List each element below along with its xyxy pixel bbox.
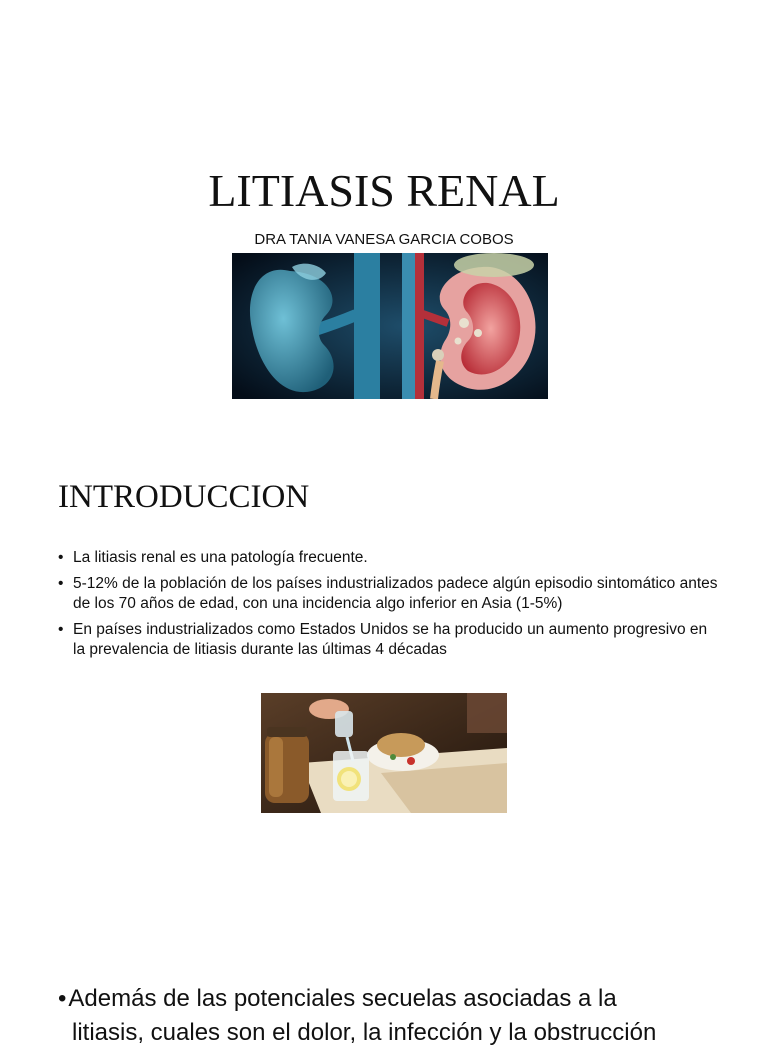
section-heading: INTRODUCCION [58,479,310,515]
bullet-dot: • [58,621,64,638]
bullet-text: La litiasis renal es una patología frecuente. [73,549,368,566]
bullet-list [58,548,718,666]
bullet-text-line2: litiasis, cuales son el dolor, la infección y la obstrucción [72,1019,657,1046]
bullet-dot: • [58,549,64,566]
bullet-dot: • [58,985,67,1012]
list-item [58,620,718,660]
kidney-image [232,253,548,399]
list-item [58,548,718,568]
bullet-text-line1: Además de las potenciales secuelas asociadas a la [68,985,617,1012]
bullet-text: 5-12% de la población de los países industrializados padece algún episodio sintomático antes de los 70 años de edad, con una incidencia algo inferior en Asia (1-5%) [73,575,718,612]
bottom-bullet [58,982,758,1050]
bullet-dot: • [58,575,64,592]
kidney-illustration-icon [232,253,548,399]
food-image [261,693,507,813]
slide-title: LITIASIS RENAL [208,165,560,216]
water-pouring-photo-icon [261,693,507,813]
bullet-text: En países industrializados como Estados Unidos se ha producido un aumento progresivo en la prevalencia de litiasis durante las últimas 4 décadas [73,621,708,658]
slide-subtitle: DRA TANIA VANESA GARCIA COBOS [254,231,514,248]
list-item [58,574,718,614]
